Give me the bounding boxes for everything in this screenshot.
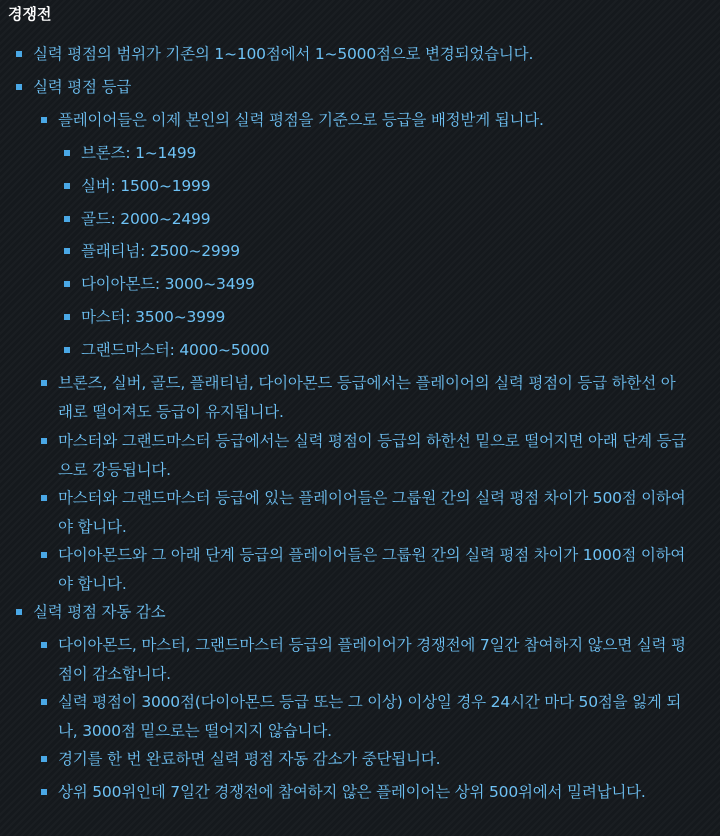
bullet-icon xyxy=(64,150,70,156)
bullet-icon xyxy=(64,314,70,320)
list-item xyxy=(58,369,690,427)
list-item-text: 실력 평점이 3000점(다이아몬드 등급 또는 그 이상) 이상일 경우 24시간 마다 50점을 잃게 되나, 3000점 밑으로는 떨어지지 않습니다. xyxy=(58,693,682,740)
list-item-text: 실력 평점의 범위가 기존의 1~100점에서 1~5000점으로 변경되었습니다. xyxy=(33,45,534,63)
bullet-icon xyxy=(41,789,47,795)
bullet-icon xyxy=(41,552,47,558)
list-item xyxy=(33,599,165,625)
list-item xyxy=(58,746,690,772)
list-item-text: 경기를 한 번 완료하면 실력 평점 자동 감소가 중단됩니다. xyxy=(58,750,441,768)
list-item-text: 브론즈: 1~1499 xyxy=(81,144,197,162)
bullet-icon xyxy=(64,183,70,189)
bullet-icon xyxy=(41,380,47,386)
list-item xyxy=(58,427,690,485)
list-item xyxy=(81,238,240,264)
bullet-icon xyxy=(41,438,47,444)
section-title: 경쟁전 xyxy=(8,5,52,23)
list-item xyxy=(33,74,131,100)
list-item xyxy=(81,337,269,363)
bullet-icon xyxy=(64,248,70,254)
bullet-icon xyxy=(41,756,47,762)
list-item xyxy=(81,206,210,232)
list-item-text: 플레이어들은 이제 본인의 실력 평점을 기준으로 등급을 배정받게 됩니다. xyxy=(58,111,544,129)
bullet-icon xyxy=(41,495,47,501)
bullet-icon xyxy=(16,609,22,615)
list-item xyxy=(58,778,690,807)
bullet-icon xyxy=(41,699,47,705)
list-item-text: 다이아몬드와 그 아래 단계 등급의 플레이어들은 그룹원 간의 실력 평점 차이가 1000점 이하여야 합니다. xyxy=(58,546,686,593)
bullet-icon xyxy=(41,642,47,648)
bullet-icon xyxy=(41,117,47,123)
list-item xyxy=(81,140,196,166)
bullet-icon xyxy=(64,347,70,353)
list-item-text: 실력 평점 자동 감소 xyxy=(33,603,166,621)
list-item-text: 실력 평점 등급 xyxy=(33,78,132,96)
bullet-icon xyxy=(16,51,22,57)
list-item xyxy=(58,688,690,746)
list-item-text: 브론즈, 실버, 골드, 플래티넘, 다이아몬드 등급에서는 플레이어의 실력 평점이 등급 하한선 아래로 떨어져도 등급이 유지됩니다. xyxy=(58,374,676,421)
list-item-text: 골드: 2000~2499 xyxy=(81,210,211,228)
list-item-text: 마스터와 그랜드마스터 등급에 있는 플레이어들은 그룹원 간의 실력 평점 차이가 500점 이하여야 합니다. xyxy=(58,489,686,536)
list-item-text: 그랜드마스터: 4000~5000 xyxy=(81,341,270,359)
bullet-icon xyxy=(16,84,22,90)
list-item-text: 다이아몬드: 3000~3499 xyxy=(81,275,255,293)
list-item xyxy=(81,271,255,297)
list-item xyxy=(33,41,533,67)
list-item xyxy=(81,304,225,330)
list-item-text: 상위 500위인데 7일간 경쟁전에 참여하지 않은 플레이어는 상위 500위에서 밀려납니다. xyxy=(58,783,646,801)
list-item-text: 마스터: 3500~3999 xyxy=(81,308,226,326)
list-item xyxy=(58,631,690,689)
list-item xyxy=(58,107,690,133)
list-item-text: 마스터와 그랜드마스터 등급에서는 실력 평점이 등급의 하한선 밑으로 떨어지면 아래 단계 등급으로 강등됩니다. xyxy=(58,432,687,479)
list-item xyxy=(81,173,210,199)
list-item-text: 실버: 1500~1999 xyxy=(81,177,211,195)
list-item-text: 플래티넘: 2500~2999 xyxy=(81,242,240,260)
list-item-text: 다이아몬드, 마스터, 그랜드마스터 등급의 플레이어가 경쟁전에 7일간 참여하지 않으면 실력 평점이 감소합니다. xyxy=(58,636,686,683)
list-item xyxy=(58,484,690,542)
bullet-icon xyxy=(64,281,70,287)
list-item xyxy=(58,541,690,599)
bullet-icon xyxy=(64,216,70,222)
